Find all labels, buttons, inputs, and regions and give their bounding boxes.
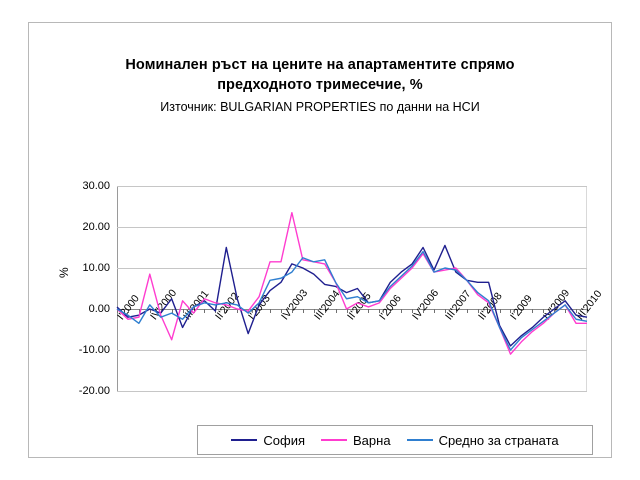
x-tick-label: III'2007 <box>442 288 474 323</box>
x-tick-label: III'2010 <box>574 288 605 323</box>
x-tick-label: I'2006 <box>377 292 405 323</box>
x-tick-label: III'2004 <box>311 288 343 323</box>
y-tick-label: 0.00 <box>88 303 110 315</box>
y-tick-label: -10.00 <box>78 344 110 356</box>
legend-swatch-icon <box>231 439 257 441</box>
chart-legend <box>197 425 593 455</box>
x-tick-label: I'2003 <box>246 292 274 323</box>
chart-frame <box>28 22 612 458</box>
y-tick-label: 10.00 <box>82 262 110 274</box>
x-tick-label: I'2009 <box>508 292 536 323</box>
x-tick-label: III'2001 <box>180 288 212 323</box>
y-tick-label: 30.00 <box>82 180 110 192</box>
x-tick-label: IV'2009 <box>541 287 573 323</box>
gridline--20 <box>117 391 587 392</box>
legend-label: Средно за страната <box>438 432 559 448</box>
series-line <box>117 245 587 345</box>
plot-wrap <box>78 180 605 397</box>
legend-swatch-icon <box>407 439 433 441</box>
chart-title-block <box>29 55 611 117</box>
legend-entry[interactable] <box>321 433 391 448</box>
y-tick-label: -20.00 <box>78 385 110 397</box>
x-tick-label: II'2002 <box>213 290 243 323</box>
series-line <box>117 252 587 350</box>
chart-title-line-1: Номинален ръст на цените на апартаментите спрямо <box>125 57 515 73</box>
legend-label: София <box>263 432 306 448</box>
x-tick-label: I'2000 <box>115 292 142 323</box>
chart-source-note: Източник: BULGARIAN PROPERTIES по данни на НСИ <box>160 100 480 114</box>
x-tick-label: II'2005 <box>344 290 374 323</box>
chart-title-line-2: предходното тримесечие, % <box>217 77 423 93</box>
y-tick-label: 20.00 <box>82 221 110 233</box>
legend-swatch-icon <box>321 439 347 441</box>
legend-entry[interactable] <box>231 433 305 448</box>
series-lines <box>117 186 587 391</box>
legend-entry[interactable] <box>407 433 559 448</box>
x-tick-label: IV'2003 <box>278 287 311 323</box>
y-axis-title: % <box>57 267 71 278</box>
x-tick-label: IV'2000 <box>147 287 179 323</box>
legend-label: Варна <box>353 432 391 448</box>
series-line <box>117 213 587 354</box>
x-tick-label: IV'2006 <box>410 287 442 323</box>
x-tick-label: II'2008 <box>475 290 505 323</box>
